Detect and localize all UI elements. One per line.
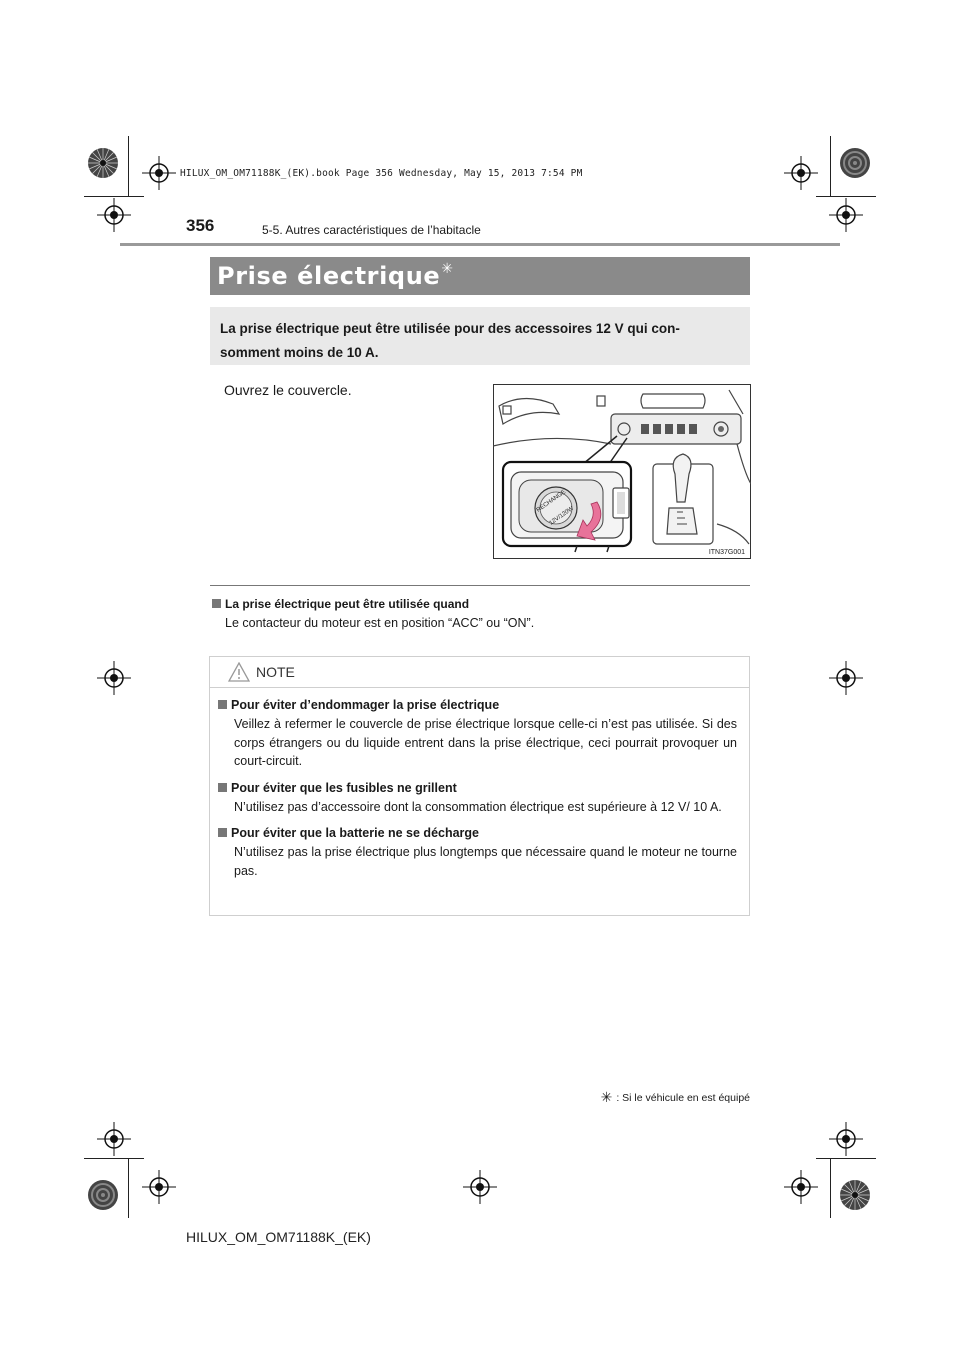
square-bullet-icon (218, 828, 227, 837)
page-number: 356 (186, 216, 215, 235)
note-item-title (218, 826, 737, 840)
note-item-title (218, 698, 737, 712)
star-target-icon (838, 146, 872, 180)
note-item (218, 826, 737, 880)
section-divider (210, 585, 750, 586)
footnote (601, 1089, 750, 1106)
registration-crosshair-icon (829, 198, 863, 232)
title-asterisk-icon: ✳ (441, 259, 453, 276)
book-file-info: HILUX_OM_OM71188K_(EK).book Page 356 Wednesday, May 15, 2013 7:54 PM (180, 168, 583, 179)
note-item-title-text: Pour éviter que les fusibles ne grillent (231, 780, 457, 795)
square-bullet-icon (218, 783, 227, 792)
info-body: Le contacteur du moteur est en position “ACC” ou “ON”. (225, 616, 535, 630)
registration-crosshair-icon (784, 1170, 818, 1204)
power-outlet-illustration (493, 384, 751, 559)
footnote-text: : Si le véhicule en est équipé (616, 1091, 750, 1104)
note-content (210, 688, 749, 880)
lid-label-top: RECHANGE (535, 489, 568, 514)
figure-code: ITN37G001 (708, 549, 745, 556)
crop-line (830, 136, 831, 196)
square-bullet-icon (212, 599, 221, 608)
info-block (212, 597, 752, 630)
note-item (218, 781, 737, 817)
footer-manual-id: HILUX_OM_OM71188K_(EK) (186, 1229, 371, 1245)
intro-box: La prise électrique peut être utilisée pour des accessoires 12 V qui con-somment moins de 10 A. (210, 307, 750, 365)
instruction-text: Ouvrez le couvercle. (224, 382, 352, 398)
info-title-text: La prise électrique peut être utilisée quand (225, 597, 470, 611)
crop-line (816, 1158, 876, 1159)
note-item-title-text: Pour éviter d’endommager la prise électrique (231, 698, 500, 712)
registration-crosshair-icon (97, 1122, 131, 1156)
crop-line (816, 196, 876, 197)
crop-line (128, 136, 129, 196)
star-target-icon (86, 146, 120, 180)
lid-label-bottom: 12V/120W (548, 505, 575, 527)
registration-crosshair-icon (784, 156, 818, 190)
registration-crosshair-icon (97, 198, 131, 232)
asterisk-icon: ✳ (600, 1089, 613, 1105)
note-label: NOTE (256, 664, 295, 680)
crop-line (128, 1158, 129, 1218)
note-item-body: N’utilisez pas la prise électrique plus longtemps que nécessaire quand le moteur ne tourne pas. (234, 845, 737, 878)
warning-triangle-icon (228, 662, 250, 682)
page-title: Prise électrique (217, 262, 441, 290)
registration-crosshair-icon (142, 1170, 176, 1204)
section-header: 5-5. Autres caractéristiques de l’habitacle (262, 223, 481, 237)
crop-line (830, 1158, 831, 1218)
title-bar (210, 257, 750, 295)
registration-crosshair-icon (829, 661, 863, 695)
note-item-title (218, 781, 737, 795)
note-box (209, 656, 750, 916)
registration-crosshair-icon (142, 156, 176, 190)
registration-crosshair-icon (829, 1122, 863, 1156)
star-target-icon (86, 1178, 120, 1212)
note-item-body: Veillez à refermer le couvercle de prise électrique lorsque celle-ci n’est pas utilisée. Si des corps étrangers ou du liquide entrent dans la prise électrique, ceci pourrait provoquer un court-circuit. (234, 717, 737, 768)
note-item-body: N’utilisez pas d’accessoire dont la consommation électrique est supérieure à 12 V/ 10 A. (234, 799, 722, 814)
note-header (210, 657, 749, 688)
info-title (212, 597, 752, 611)
note-item (218, 698, 737, 771)
star-target-icon (838, 1178, 872, 1212)
crop-line (84, 1158, 144, 1159)
registration-crosshair-icon (97, 661, 131, 695)
header-rule (120, 243, 840, 246)
crop-line (84, 196, 144, 197)
registration-crosshair-icon (463, 1170, 497, 1204)
note-item-title-text: Pour éviter que la batterie ne se décharge (231, 826, 480, 840)
square-bullet-icon (218, 700, 227, 709)
